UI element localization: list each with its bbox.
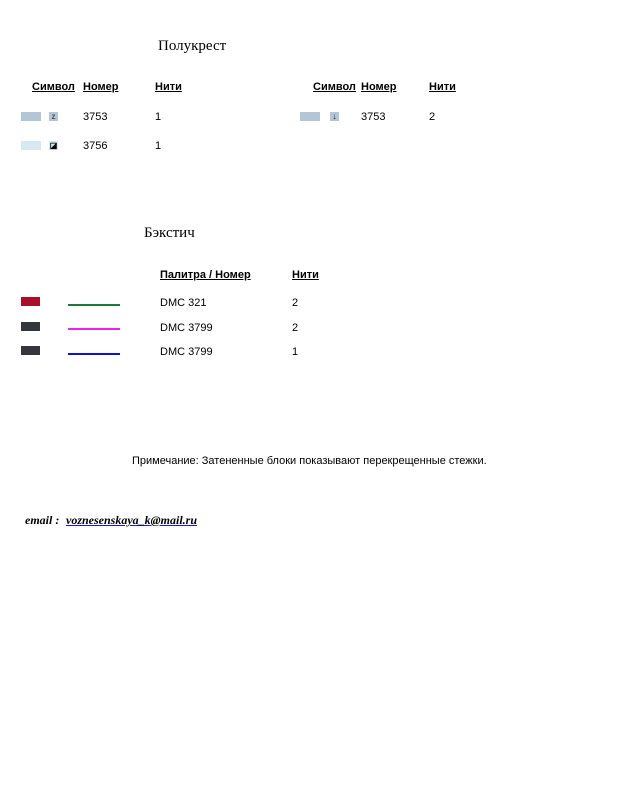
color-box (21, 346, 40, 355)
backstitch-line (68, 304, 120, 306)
color-swatch (21, 112, 41, 121)
thread-name: DMC 3799 (160, 346, 213, 358)
half-cross-title: Полукрест (158, 38, 227, 54)
strands-value: 1 (155, 111, 162, 123)
thread-number: 3753 (361, 111, 386, 123)
color-swatch (300, 112, 320, 121)
thread-number: 3753 (83, 111, 108, 123)
color-box (21, 297, 40, 306)
symbol-z-icon: z (49, 112, 58, 121)
strands-header: Нити (429, 81, 456, 93)
thread-name: DMC 3799 (160, 322, 213, 334)
color-box (21, 322, 40, 331)
symbol-header: Символ (32, 81, 75, 93)
strands-value: 2 (292, 322, 299, 334)
color-swatch (21, 141, 41, 150)
strands-header: Нити (292, 269, 319, 281)
strands-header: Нити (155, 81, 182, 93)
strands-value: 1 (292, 346, 299, 358)
backstitch-line (68, 353, 120, 355)
strands-value: 2 (429, 111, 436, 123)
symbol-header: Символ (313, 81, 356, 93)
note-text: Примечание: Затененные блоки показывают перекрещенные стежки. (132, 455, 487, 467)
number-header: Номер (83, 81, 119, 93)
backstitch-line (68, 328, 120, 330)
strands-value: 1 (155, 140, 162, 152)
symbol-square-icon: ◪ (49, 141, 58, 150)
thread-number: 3756 (83, 140, 108, 152)
thread-name: DMC 321 (160, 297, 207, 309)
backstitch-title: Бэкстич (144, 225, 195, 241)
palette-header: Палитра / Номер (160, 269, 251, 281)
symbol-arrow-down-icon: ↓ (330, 112, 339, 121)
strands-value: 2 (292, 297, 299, 309)
number-header: Номер (361, 81, 397, 93)
email-link[interactable]: voznesenskaya_k@mail.ru (66, 513, 197, 527)
email-label: email : (25, 513, 60, 527)
